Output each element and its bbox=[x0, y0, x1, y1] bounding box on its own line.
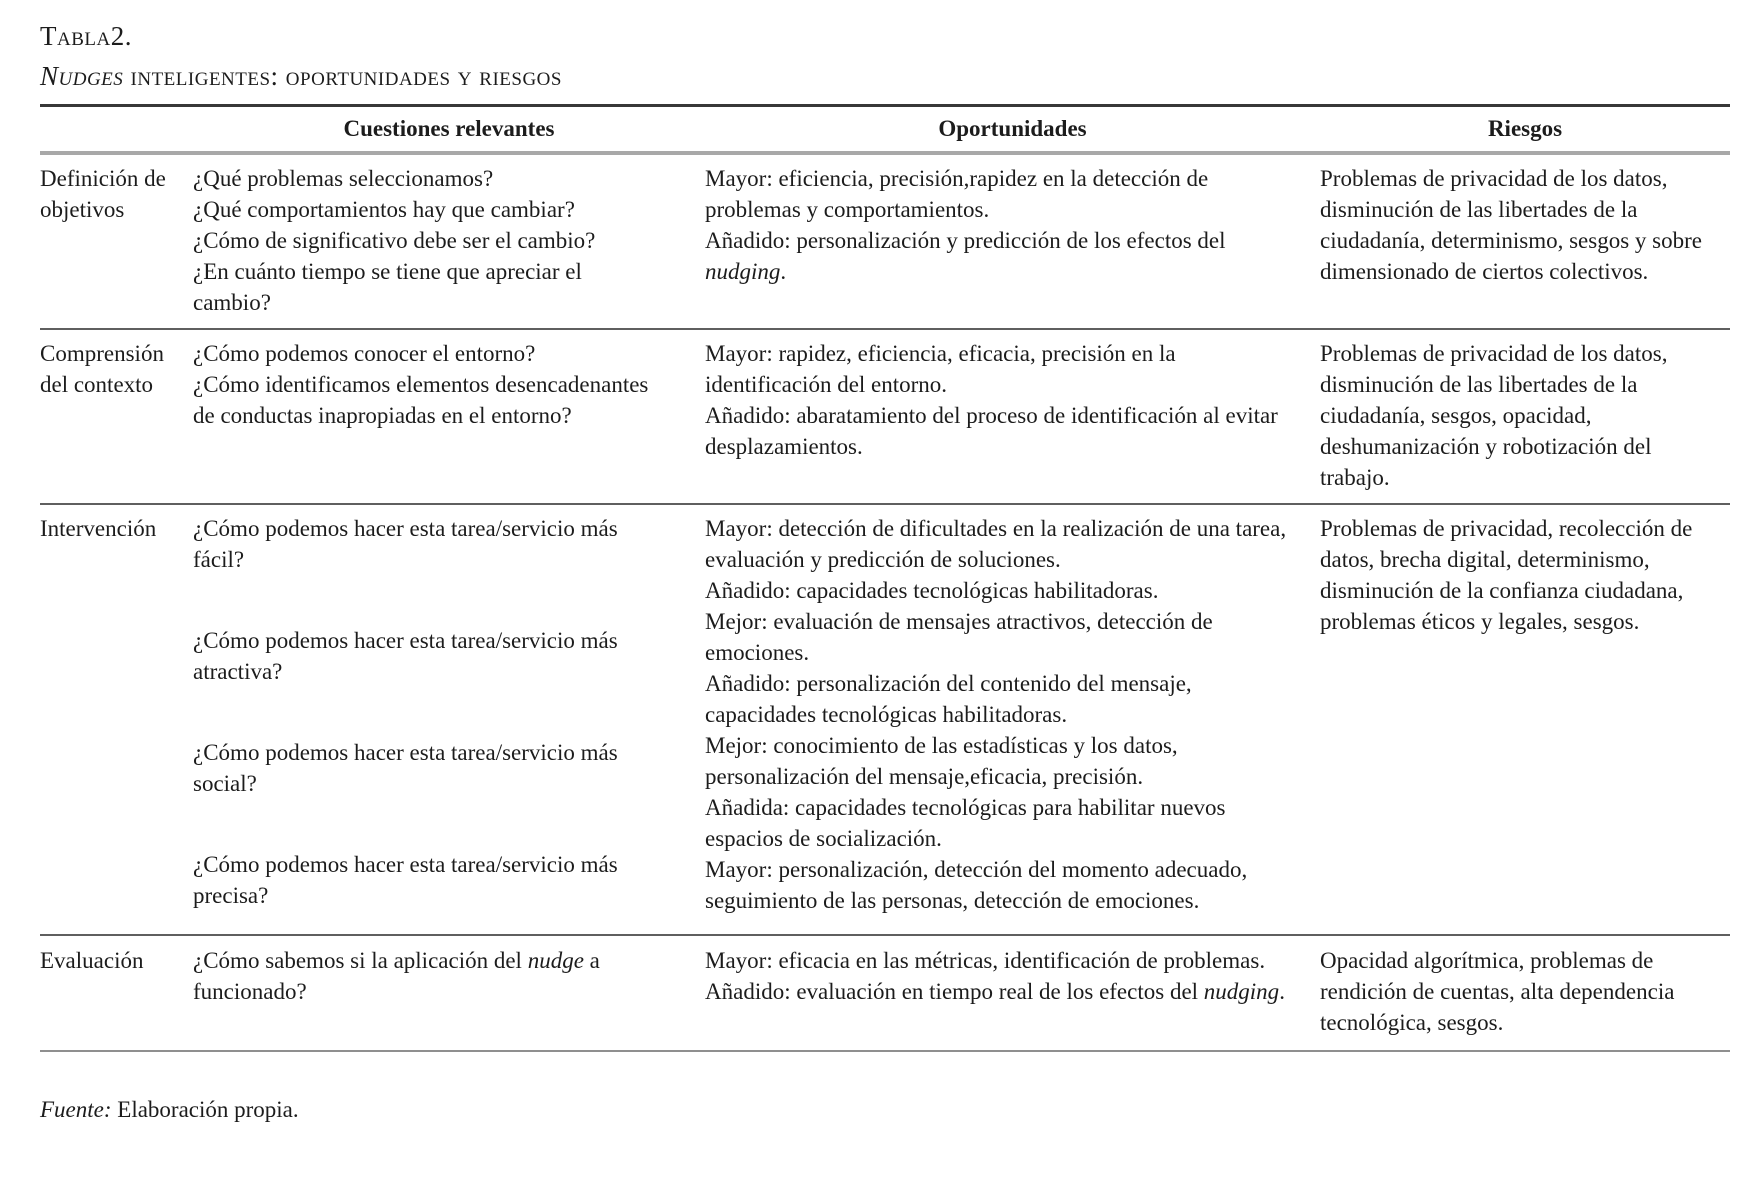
source-text: Elaboración propia. bbox=[111, 1097, 299, 1122]
cuestiones-paragraph: ¿Cómo sabemos si la aplicación del nudge a funcionado? bbox=[193, 948, 600, 1004]
cell-oportunidades bbox=[705, 504, 1320, 935]
row-label: Comprensión del contexto bbox=[40, 341, 164, 397]
table-row bbox=[40, 153, 1730, 329]
oportunidades-paragraph: Añadida: capacidades tecnológicas para habilitar nuevos espacios de socialización. bbox=[705, 795, 1226, 851]
table-subtitle bbox=[40, 60, 1730, 92]
oportunidades-paragraph: Mayor: eficiencia, precisión,rapidez en la detección de problemas y comportamientos. bbox=[705, 166, 1209, 222]
col-header-riesgos: Riesgos bbox=[1320, 106, 1730, 154]
table-row bbox=[40, 504, 1730, 935]
oportunidades-paragraph: Añadido: evaluación en tiempo real de los efectos del nudging. bbox=[705, 979, 1285, 1004]
table-source bbox=[40, 1094, 1730, 1125]
cell-cuestiones bbox=[193, 153, 705, 329]
cuestiones-paragraph: ¿Cómo podemos conocer el entorno? bbox=[193, 341, 536, 366]
col-header-cuestiones: Cuestiones relevantes bbox=[193, 106, 705, 154]
riesgos-paragraph: Opacidad algorítmica, problemas de rendición de cuentas, alta dependencia tecnológica, sesgos. bbox=[1320, 948, 1675, 1035]
cell-cuestiones bbox=[193, 504, 705, 935]
oportunidades-paragraph: Añadido: personalización y predicción de los efectos del nudging. bbox=[705, 228, 1226, 284]
cuestiones-paragraph: ¿Cómo podemos hacer esta tarea/servicio más fácil? bbox=[193, 516, 618, 572]
riesgos-paragraph: Problemas de privacidad de los datos, disminución de las libertades de la ciudadanía, sesgos, opacidad, deshumanización y robotización del trabajo. bbox=[1320, 341, 1668, 490]
oportunidades-paragraph: Añadido: personalización del contenido del mensaje, capacidades tecnológicas habilitadoras. bbox=[705, 671, 1192, 727]
oportunidades-paragraph: Mejor: conocimiento de las estadísticas y los datos, personalización del mensaje,eficacia, precisión. bbox=[705, 733, 1178, 789]
cell-oportunidades bbox=[705, 153, 1320, 329]
cell-riesgos bbox=[1320, 935, 1730, 1051]
oportunidades-paragraph: Añadido: abaratamiento del proceso de identificación al evitar desplazamientos. bbox=[705, 403, 1278, 459]
cuestiones-paragraph: ¿Cómo identificamos elementos desencadenantes de conductas inapropiadas en el entorno? bbox=[193, 372, 649, 428]
row-label: Definición de objetivos bbox=[40, 166, 166, 222]
cuestiones-paragraph: ¿Cómo de significativo debe ser el cambio? bbox=[193, 228, 596, 253]
cuestiones-paragraph: ¿Cómo podemos hacer esta tarea/servicio más atractiva? bbox=[193, 628, 618, 684]
cuestiones-paragraph: ¿Cómo podemos hacer esta tarea/servicio más precisa? bbox=[193, 852, 618, 908]
cuestiones-paragraph: ¿Qué comportamientos hay que cambiar? bbox=[193, 197, 575, 222]
row-label: Intervención bbox=[40, 516, 157, 541]
col-header-oportunidades: Oportunidades bbox=[705, 106, 1320, 154]
oportunidades-paragraph: Mayor: personalización, detección del momento adecuado, seguimiento de las personas, detección de emociones. bbox=[705, 857, 1248, 913]
oportunidades-paragraph: Añadido: capacidades tecnológicas habilitadoras. bbox=[705, 578, 1159, 603]
table-row bbox=[40, 935, 1730, 1051]
cell-riesgos bbox=[1320, 329, 1730, 504]
table-subtitle-rest: inteligentes: oportunidades y riesgos bbox=[123, 61, 562, 91]
cell-riesgos bbox=[1320, 504, 1730, 935]
cell-oportunidades bbox=[705, 935, 1320, 1051]
cell-cuestiones bbox=[193, 935, 705, 1051]
cell-riesgos bbox=[1320, 153, 1730, 329]
table-subtitle-italic-word: Nudges bbox=[40, 61, 124, 91]
cuestiones-paragraph: ¿Cómo podemos hacer esta tarea/servicio más social? bbox=[193, 740, 618, 796]
table-number-label: Tabla2. bbox=[40, 21, 132, 51]
cuestiones-paragraph: ¿En cuánto tiempo se tiene que apreciar el cambio? bbox=[193, 259, 582, 315]
col-header-empty bbox=[40, 106, 193, 154]
oportunidades-paragraph: Mayor: rapidez, eficiencia, eficacia, precisión en la identificación del entorno. bbox=[705, 341, 1176, 397]
cell-cuestiones bbox=[193, 329, 705, 504]
oportunidades-paragraph: Mejor: evaluación de mensajes atractivos, detección de emociones. bbox=[705, 609, 1213, 665]
riesgos-paragraph: Problemas de privacidad de los datos, disminución de las libertades de la ciudadanía, determinismo, sesgos y sobre dimensionado de ciertos colectivos. bbox=[1320, 166, 1702, 284]
oportunidades-paragraph: Mayor: detección de dificultades en la realización de una tarea, evaluación y predicción de soluciones. bbox=[705, 516, 1287, 572]
nudges-opportunities-risks-table bbox=[40, 104, 1730, 1052]
table-header-row bbox=[40, 106, 1730, 154]
cell-oportunidades bbox=[705, 329, 1320, 504]
riesgos-paragraph: Problemas de privacidad, recolección de datos, brecha digital, determinismo, disminución de la confianza ciudadana, problemas éticos y legales, sesgos. bbox=[1320, 516, 1693, 634]
oportunidades-paragraph: Mayor: eficacia en las métricas, identificación de problemas. bbox=[705, 948, 1266, 973]
table-row bbox=[40, 329, 1730, 504]
source-label: Fuente: bbox=[40, 1097, 112, 1122]
cuestiones-paragraph: ¿Qué problemas seleccionamos? bbox=[193, 166, 494, 191]
row-label: Evaluación bbox=[40, 948, 144, 973]
